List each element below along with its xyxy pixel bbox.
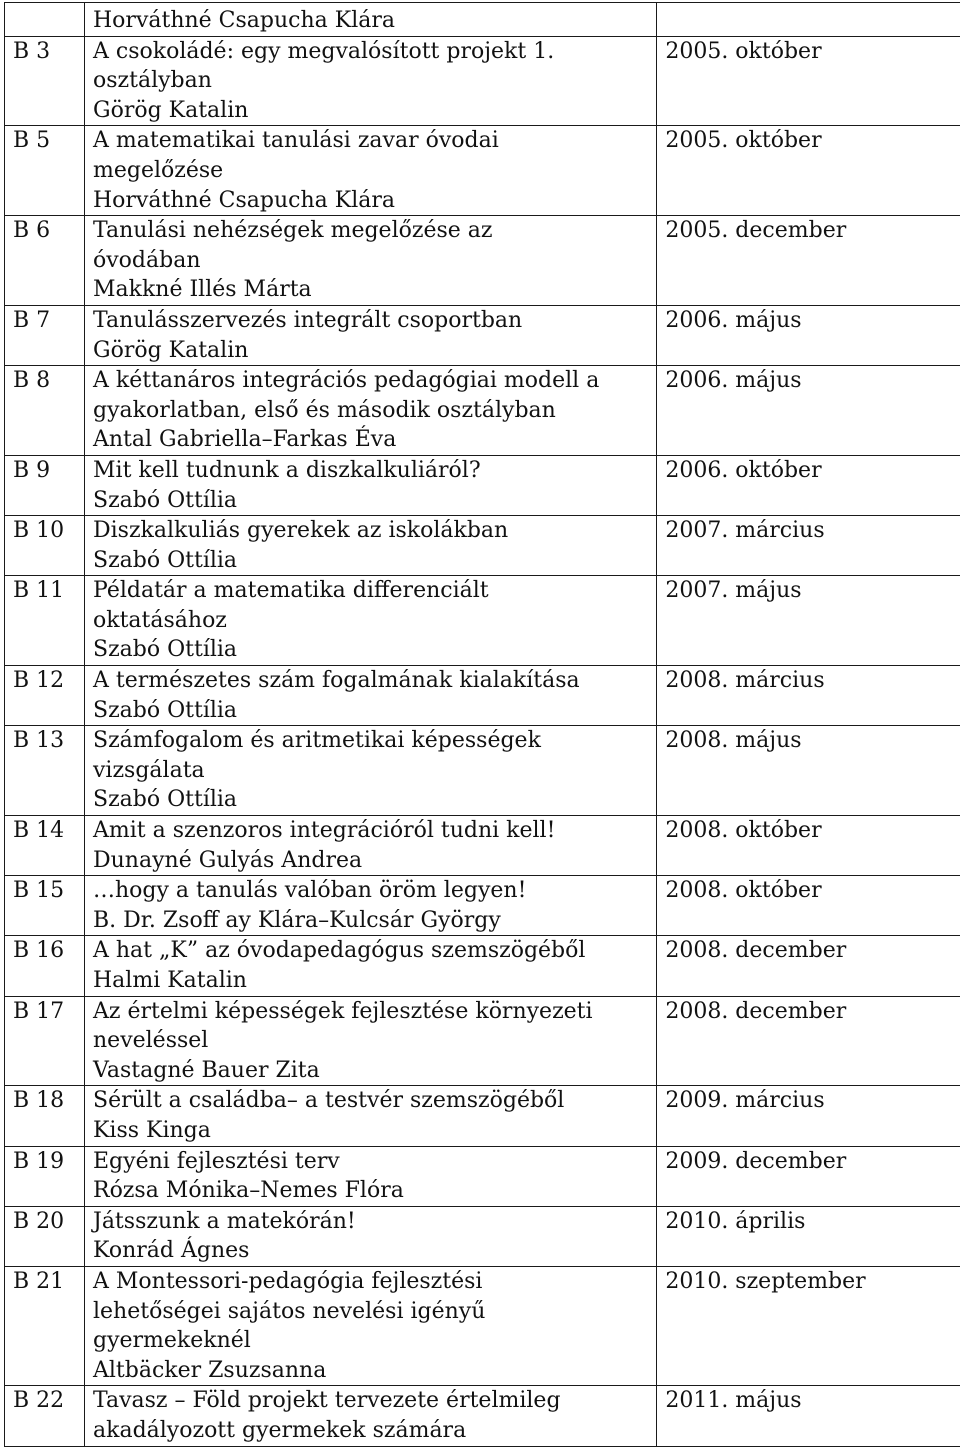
title-cell bbox=[85, 876, 657, 936]
title-line: Példatár a matematika differenciált bbox=[93, 576, 656, 606]
title-line: Halmi Katalin bbox=[93, 966, 656, 996]
date-cell: 2008. október bbox=[657, 816, 960, 876]
title-line: Altbäcker Zsuzsanna bbox=[93, 1356, 656, 1386]
date-cell: 2005. október bbox=[657, 36, 960, 126]
title-line: Horváthné Csapucha Klára bbox=[93, 186, 656, 216]
title-line: Rózsa Mónika–Nemes Flóra bbox=[93, 1176, 656, 1206]
title-line: Antal Gabriella–Farkas Éva bbox=[93, 425, 656, 455]
code-cell: B 16 bbox=[5, 936, 85, 996]
date-cell: 2010. április bbox=[657, 1206, 960, 1266]
date-cell: 2010. szeptember bbox=[657, 1266, 960, 1385]
code-cell: B 3 bbox=[5, 36, 85, 126]
table-row bbox=[5, 455, 960, 515]
table-row bbox=[5, 305, 960, 365]
table-row bbox=[5, 936, 960, 996]
title-line: Játsszunk a matekórán! bbox=[93, 1207, 656, 1237]
title-cell bbox=[85, 366, 657, 456]
code-cell: B 11 bbox=[5, 576, 85, 666]
code-cell: B 14 bbox=[5, 816, 85, 876]
title-cell bbox=[85, 666, 657, 726]
date-cell: 2008. december bbox=[657, 996, 960, 1086]
title-line: neveléssel bbox=[93, 1026, 656, 1056]
title-line: Számfogalom és aritmetikai képességek bbox=[93, 726, 656, 756]
title-line: B. Dr. Zsoff ay Klára–Kulcsár György bbox=[93, 906, 656, 936]
code-cell: B 17 bbox=[5, 996, 85, 1086]
title-cell bbox=[85, 726, 657, 816]
code-cell: B 9 bbox=[5, 455, 85, 515]
code-cell: B 22 bbox=[5, 1386, 85, 1446]
code-cell: B 15 bbox=[5, 876, 85, 936]
title-line: Szabó Ottília bbox=[93, 486, 656, 516]
title-line: A matematikai tanulási zavar óvodai bbox=[93, 126, 656, 156]
code-cell: B 19 bbox=[5, 1146, 85, 1206]
title-line: gyermekeknél bbox=[93, 1326, 656, 1356]
title-cell bbox=[85, 216, 657, 306]
title-cell bbox=[85, 1086, 657, 1146]
title-line: Dunayné Gulyás Andrea bbox=[93, 846, 656, 876]
date-cell: 2007. március bbox=[657, 516, 960, 576]
code-cell: B 6 bbox=[5, 216, 85, 306]
title-cell bbox=[85, 1206, 657, 1266]
title-line: Konrád Ágnes bbox=[93, 1236, 656, 1266]
title-line: oktatásához bbox=[93, 606, 656, 636]
title-line: A kéttanáros integrációs pedagógiai modell a bbox=[93, 366, 656, 396]
date-cell: 2006. október bbox=[657, 455, 960, 515]
title-line: megelőzése bbox=[93, 156, 656, 186]
title-line: Egyéni fejlesztési terv bbox=[93, 1147, 656, 1177]
table-row bbox=[5, 1386, 960, 1446]
date-cell bbox=[657, 3, 960, 37]
table-row bbox=[5, 1206, 960, 1266]
publication-table bbox=[4, 2, 960, 1447]
table-row bbox=[5, 3, 960, 37]
table-row bbox=[5, 516, 960, 576]
date-cell: 2005. december bbox=[657, 216, 960, 306]
title-cell bbox=[85, 996, 657, 1086]
date-cell: 2007. május bbox=[657, 576, 960, 666]
title-cell bbox=[85, 1266, 657, 1385]
table-row bbox=[5, 36, 960, 126]
title-line: lehetőségei sajátos nevelési igényű bbox=[93, 1297, 656, 1327]
title-cell bbox=[85, 576, 657, 666]
code-cell: B 13 bbox=[5, 726, 85, 816]
title-line: Szabó Ottília bbox=[93, 635, 656, 665]
table-row bbox=[5, 1146, 960, 1206]
code-cell: B 5 bbox=[5, 126, 85, 216]
title-line: A természetes szám fogalmának kialakítása bbox=[93, 666, 656, 696]
title-cell bbox=[85, 516, 657, 576]
title-line: …hogy a tanulás valóban öröm legyen! bbox=[93, 876, 656, 906]
date-cell: 2011. május bbox=[657, 1386, 960, 1446]
table-row bbox=[5, 666, 960, 726]
date-cell: 2009. december bbox=[657, 1146, 960, 1206]
title-cell bbox=[85, 1146, 657, 1206]
title-line: osztályban bbox=[93, 66, 656, 96]
table-row bbox=[5, 366, 960, 456]
title-cell bbox=[85, 3, 657, 37]
table-row bbox=[5, 876, 960, 936]
title-line: Tavasz – Föld projekt tervezete értelmileg bbox=[93, 1386, 656, 1416]
title-line: Diszkalkuliás gyerekek az iskolákban bbox=[93, 516, 656, 546]
date-cell: 2008. december bbox=[657, 936, 960, 996]
title-line: Tanulási nehézségek megelőzése az bbox=[93, 216, 656, 246]
title-line: Az értelmi képességek fejlesztése környezeti bbox=[93, 997, 656, 1027]
code-cell: B 18 bbox=[5, 1086, 85, 1146]
table-row bbox=[5, 816, 960, 876]
title-line: Amit a szenzoros integrációról tudni kell! bbox=[93, 816, 656, 846]
code-cell: B 12 bbox=[5, 666, 85, 726]
title-line: óvodában bbox=[93, 246, 656, 276]
title-line: gyakorlatban, első és második osztályban bbox=[93, 396, 656, 426]
title-line: Tanulásszervezés integrált csoportban bbox=[93, 306, 656, 336]
title-line: Görög Katalin bbox=[93, 336, 656, 366]
title-line: Szabó Ottília bbox=[93, 546, 656, 576]
title-line: vizsgálata bbox=[93, 756, 656, 786]
title-cell bbox=[85, 126, 657, 216]
title-line: A csokoládé: egy megvalósított projekt 1. bbox=[93, 37, 656, 67]
date-cell: 2008. október bbox=[657, 876, 960, 936]
code-cell: B 10 bbox=[5, 516, 85, 576]
title-cell bbox=[85, 36, 657, 126]
title-line: Görög Katalin bbox=[93, 96, 656, 126]
title-line: Szabó Ottília bbox=[93, 785, 656, 815]
date-cell: 2006. május bbox=[657, 366, 960, 456]
code-cell: B 20 bbox=[5, 1206, 85, 1266]
title-line: Makkné Illés Márta bbox=[93, 275, 656, 305]
table-row bbox=[5, 1086, 960, 1146]
title-line: Sérült a családba– a testvér szemszögéből bbox=[93, 1086, 656, 1116]
code-cell: B 8 bbox=[5, 366, 85, 456]
code-cell bbox=[5, 3, 85, 37]
title-line: Mit kell tudnunk a diszkalkuliáról? bbox=[93, 456, 656, 486]
table-row bbox=[5, 576, 960, 666]
date-cell: 2008. március bbox=[657, 666, 960, 726]
code-cell: B 7 bbox=[5, 305, 85, 365]
title-cell bbox=[85, 816, 657, 876]
title-line: akadályozott gyermekek számára bbox=[93, 1416, 656, 1446]
title-cell bbox=[85, 1386, 657, 1446]
table-row bbox=[5, 1266, 960, 1385]
author-line: Horváthné Csapucha Klára bbox=[93, 6, 656, 36]
table-row bbox=[5, 996, 960, 1086]
table-row bbox=[5, 726, 960, 816]
title-cell bbox=[85, 936, 657, 996]
title-line: A Montessori-pedagógia fejlesztési bbox=[93, 1267, 656, 1297]
publication-table-body bbox=[5, 3, 960, 1447]
date-cell: 2005. október bbox=[657, 126, 960, 216]
table-row bbox=[5, 126, 960, 216]
date-cell: 2008. május bbox=[657, 726, 960, 816]
date-cell: 2006. május bbox=[657, 305, 960, 365]
title-cell bbox=[85, 305, 657, 365]
code-cell: B 21 bbox=[5, 1266, 85, 1385]
title-line: A hat „K” az óvodapedagógus szemszögéből bbox=[93, 936, 656, 966]
table-row bbox=[5, 216, 960, 306]
title-line: Vastagné Bauer Zita bbox=[93, 1056, 656, 1086]
date-cell: 2009. március bbox=[657, 1086, 960, 1146]
title-line: Szabó Ottília bbox=[93, 696, 656, 726]
title-line: Kiss Kinga bbox=[93, 1116, 656, 1146]
title-cell bbox=[85, 455, 657, 515]
